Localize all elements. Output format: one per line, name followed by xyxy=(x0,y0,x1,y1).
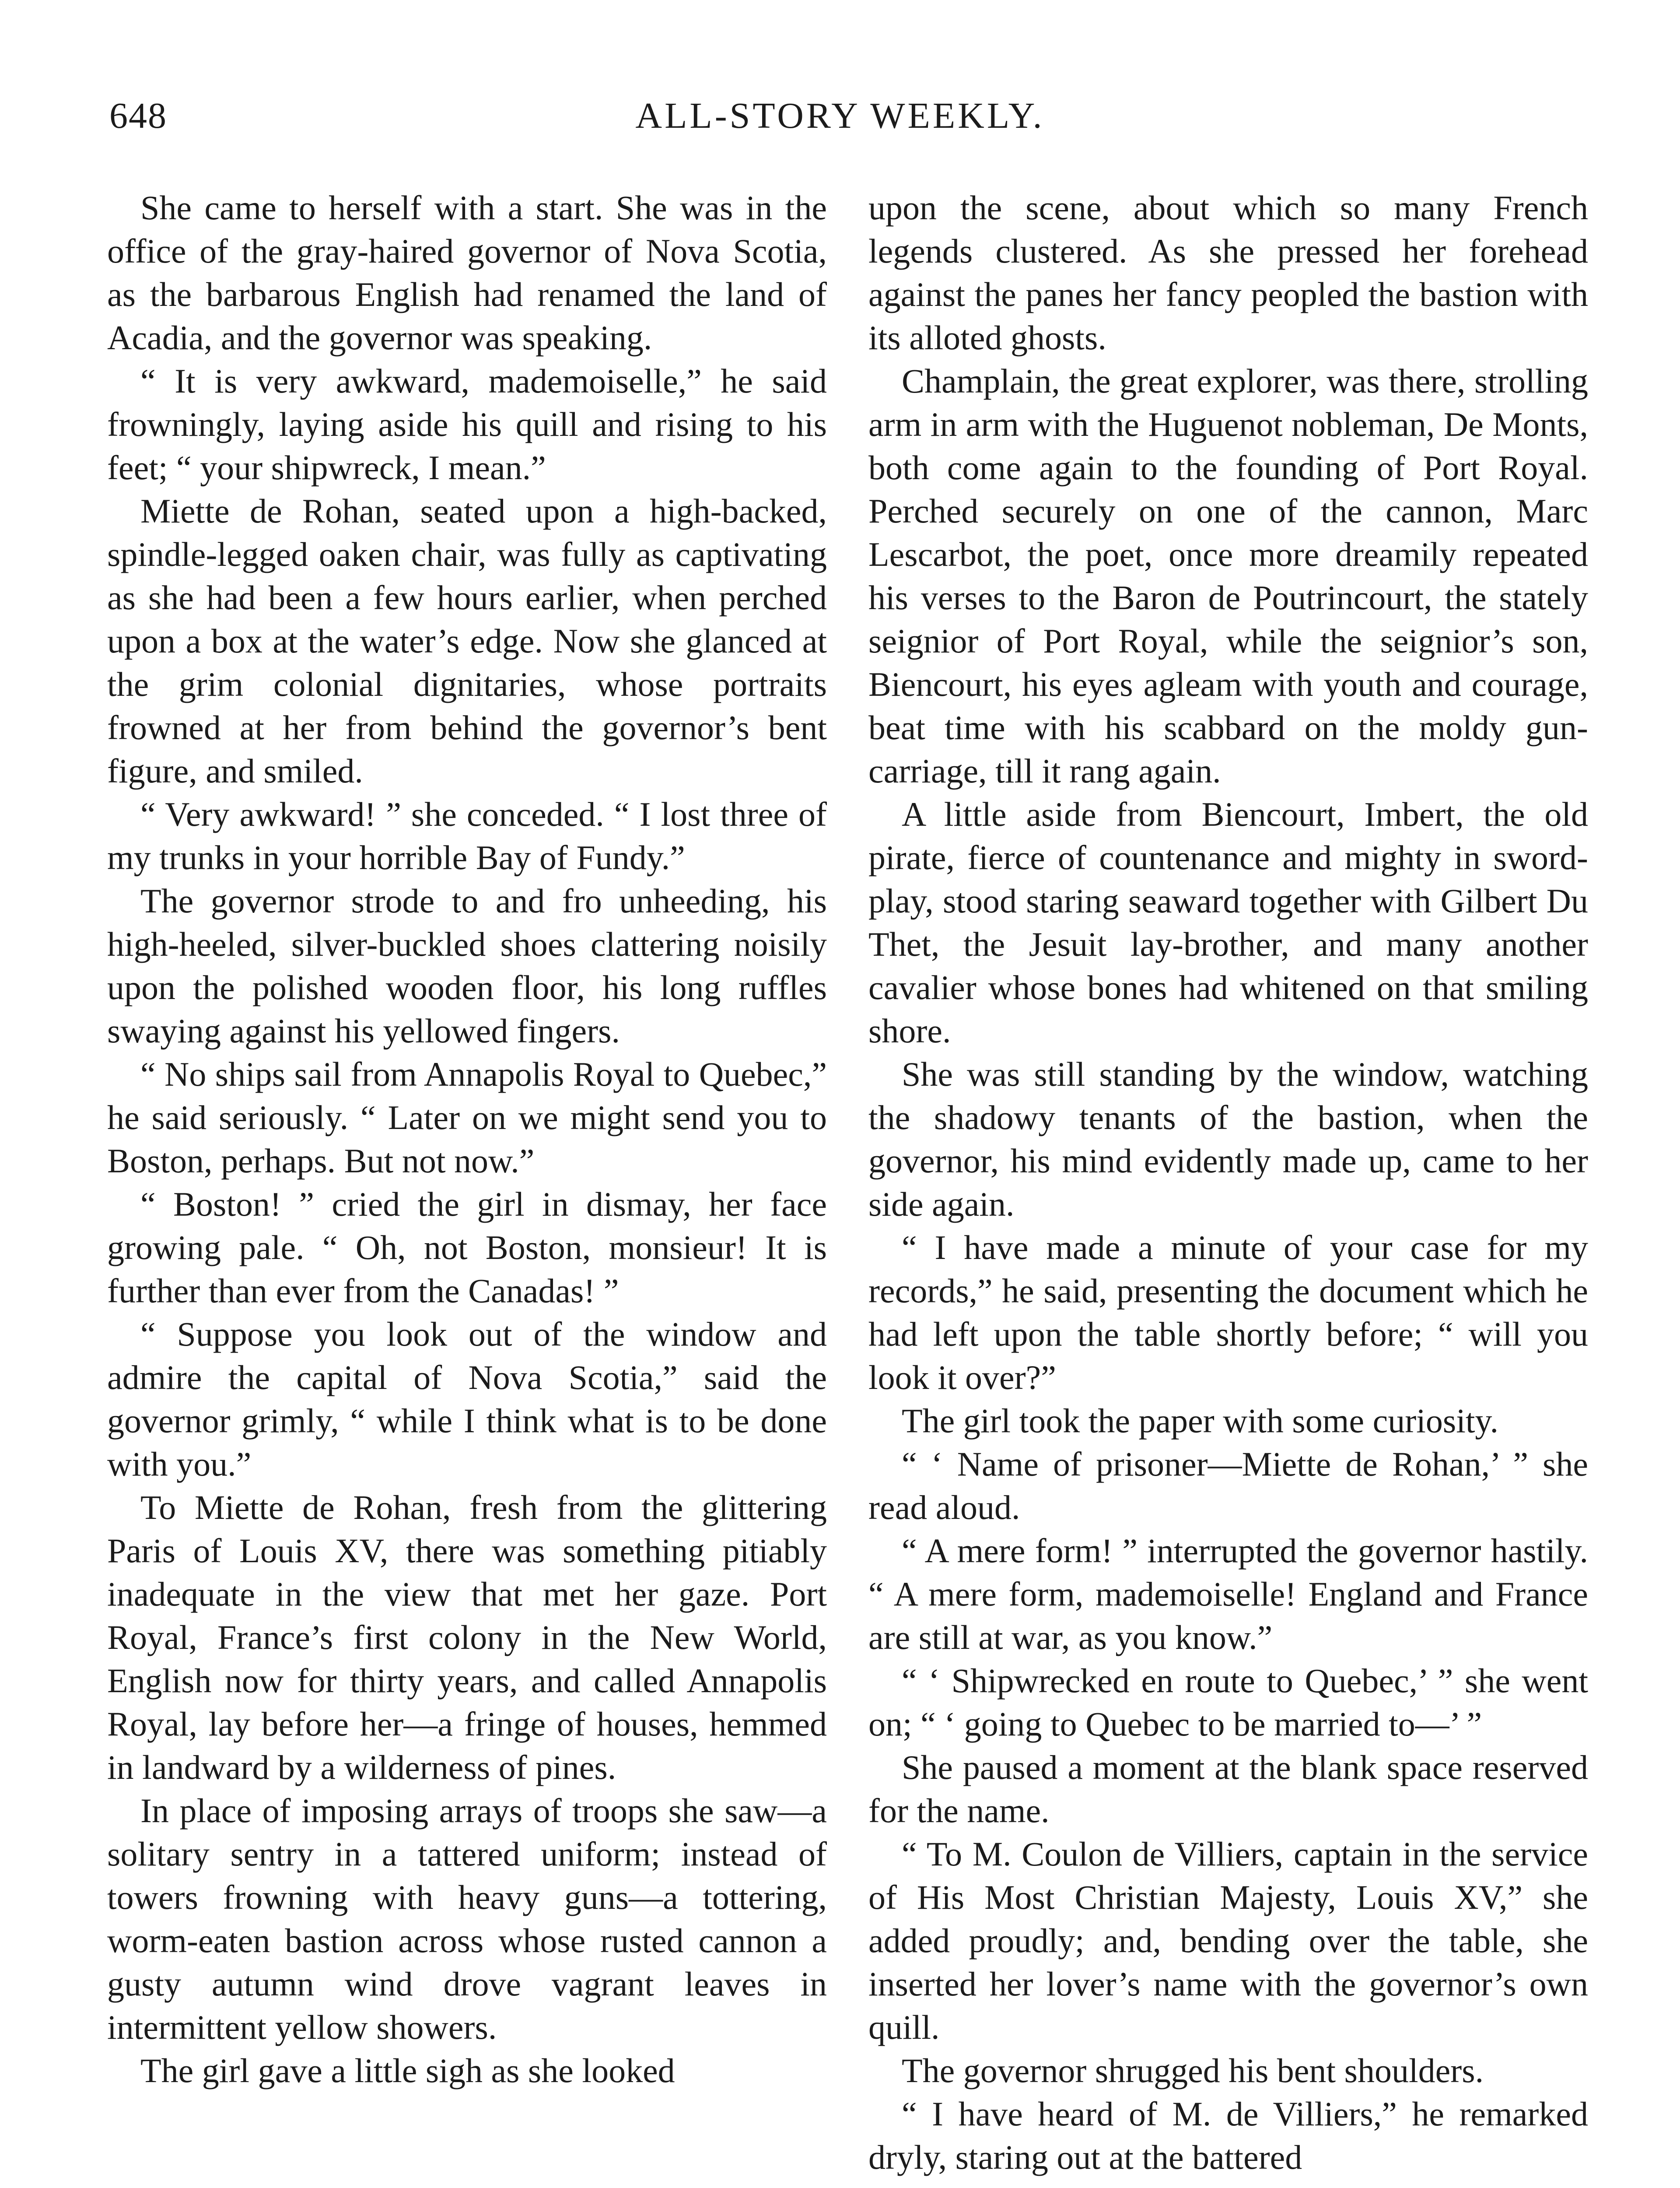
paragraph: “ Suppose you look out of the window and admire the capital of Nova Scotia,” said the governor grimly, “ while I think what is to be done with you.” xyxy=(107,1315,827,1483)
paragraph: “ It is very awkward, mademoiselle,” he said frowningly, laying aside his quill and rising to his feet; “ your shipwreck, I mean.” xyxy=(107,362,827,487)
paragraph: “ Very awkward! ” she conceded. “ I lost three of my trunks in your horrible Bay of Fundy.” xyxy=(107,795,827,877)
paragraph: “ ‘ Name of prisoner—Miette de Rohan,’ ” she read aloud. xyxy=(868,1445,1588,1526)
text-column-left xyxy=(107,186,827,2092)
paragraph: “ A mere form! ” interrupted the governor hastily. “ A mere form, mademoiselle! England and France are still at war, as you know.” xyxy=(868,1532,1588,1656)
paragraph: The girl took the paper with some curiosity. xyxy=(902,1402,1498,1440)
paragraph: The governor strode to and fro unheeding, his high-heeled, silver-buckled shoes clattering noisily upon the polished wooden floor, his long ruffles swaying against his yellowed fingers. xyxy=(107,882,827,1050)
paragraph: She paused a moment at the blank space reserved for the name. xyxy=(868,1748,1588,1830)
page-number: 648 xyxy=(109,95,167,136)
paragraph: She came to herself with a start. She was in the office of the gray-haired governor of Nova Scotia, as the barbarous English had renamed the land of Acadia, and the governor was speaking. xyxy=(107,189,827,357)
paragraph: The governor shrugged his bent shoulders. xyxy=(902,2051,1484,2090)
paragraph: To Miette de Rohan, fresh from the glittering Paris of Louis XV, there was something pitiably inadequate in the view that met her gaze. Port Royal, France’s first colony in the New World, English now for thirty years, and called Annapolis Royal, lay before her—a fringe of houses, hemmed in landward by a wilderness of pines. xyxy=(107,1488,827,1786)
paragraph: She was still standing by the window, watching the shadowy tenants of the bastion, when the governor, his mind evidently made up, came to her side again. xyxy=(868,1055,1588,1223)
paragraph: “ ‘ Shipwrecked en route to Quebec,’ ” she went on; “ ‘ going to Quebec to be married to—’ ” xyxy=(868,1662,1588,1743)
text-column-right xyxy=(868,186,1588,2179)
paragraph-continued: upon the scene, about which so many French legends clustered. As she pressed her forehead against the panes her fancy peopled the bastion with its alloted ghosts. xyxy=(868,189,1588,357)
paragraph: “ No ships sail from Annapolis Royal to Quebec,” he said seriously. “ Later on we might send you to Boston, perhaps. But not now.” xyxy=(107,1055,827,1180)
paragraph: “ To M. Coulon de Villiers, captain in the service of His Most Christian Majesty, Louis XV,” she added proudly; and, bending over the table, she inserted her lover’s name with the governor’s own quill. xyxy=(868,1835,1588,2046)
running-head: ALL-STORY WEEKLY. xyxy=(635,95,1045,136)
paragraph: Miette de Rohan, seated upon a high-backed, spindle-legged oaken chair, was fully as captivating as she had been a few hours earlier, when perched upon a box at the water’s edge. Now she glanced at the grim colonial dignitaries, whose portraits frowned at her from behind the governor’s bent figure, and smiled. xyxy=(107,492,827,790)
paragraph: “ Boston! ” cried the girl in dismay, her face growing pale. “ Oh, not Boston, monsieur! It is further than ever from the Canadas! ” xyxy=(107,1185,827,1310)
paragraph: The girl gave a little sigh as she looked xyxy=(140,2051,675,2090)
paragraph: In place of imposing arrays of troops she saw—a solitary sentry in a tattered uniform; instead of towers frowning with heavy guns—a tottering, worm-eaten bastion across whose rusted cannon a gusty autumn wind drove vagrant leaves in intermittent yellow showers. xyxy=(107,1792,827,2046)
paragraph: “ I have made a minute of your case for my records,” he said, presenting the document which he had left upon the table shortly before; “ will you look it over?” xyxy=(868,1228,1588,1396)
paragraph: Champlain, the great explorer, was there, strolling arm in arm with the Huguenot nobleman, De Monts, both come again to the founding of Port Royal. Perched securely on one of the cannon, Marc Lescarbot, the poet, once more dreamily repeated his verses to the Baron de Poutrincourt, the stately seignior of Port Royal, while the seignior’s son, Biencourt, his eyes agleam with youth and courage, beat time with his scabbard on the moldy gun-carriage, till it rang again. xyxy=(868,362,1588,790)
paragraph: “ I have heard of M. de Villiers,” he remarked dryly, staring out at the battered xyxy=(868,2095,1588,2176)
paragraph: A little aside from Biencourt, Imbert, the old pirate, fierce of countenance and mighty in sword-play, stood staring seaward together with Gilbert Du Thet, the Jesuit lay-brother, and many another cavalier whose bones had whitened on that smiling shore. xyxy=(868,795,1588,1050)
